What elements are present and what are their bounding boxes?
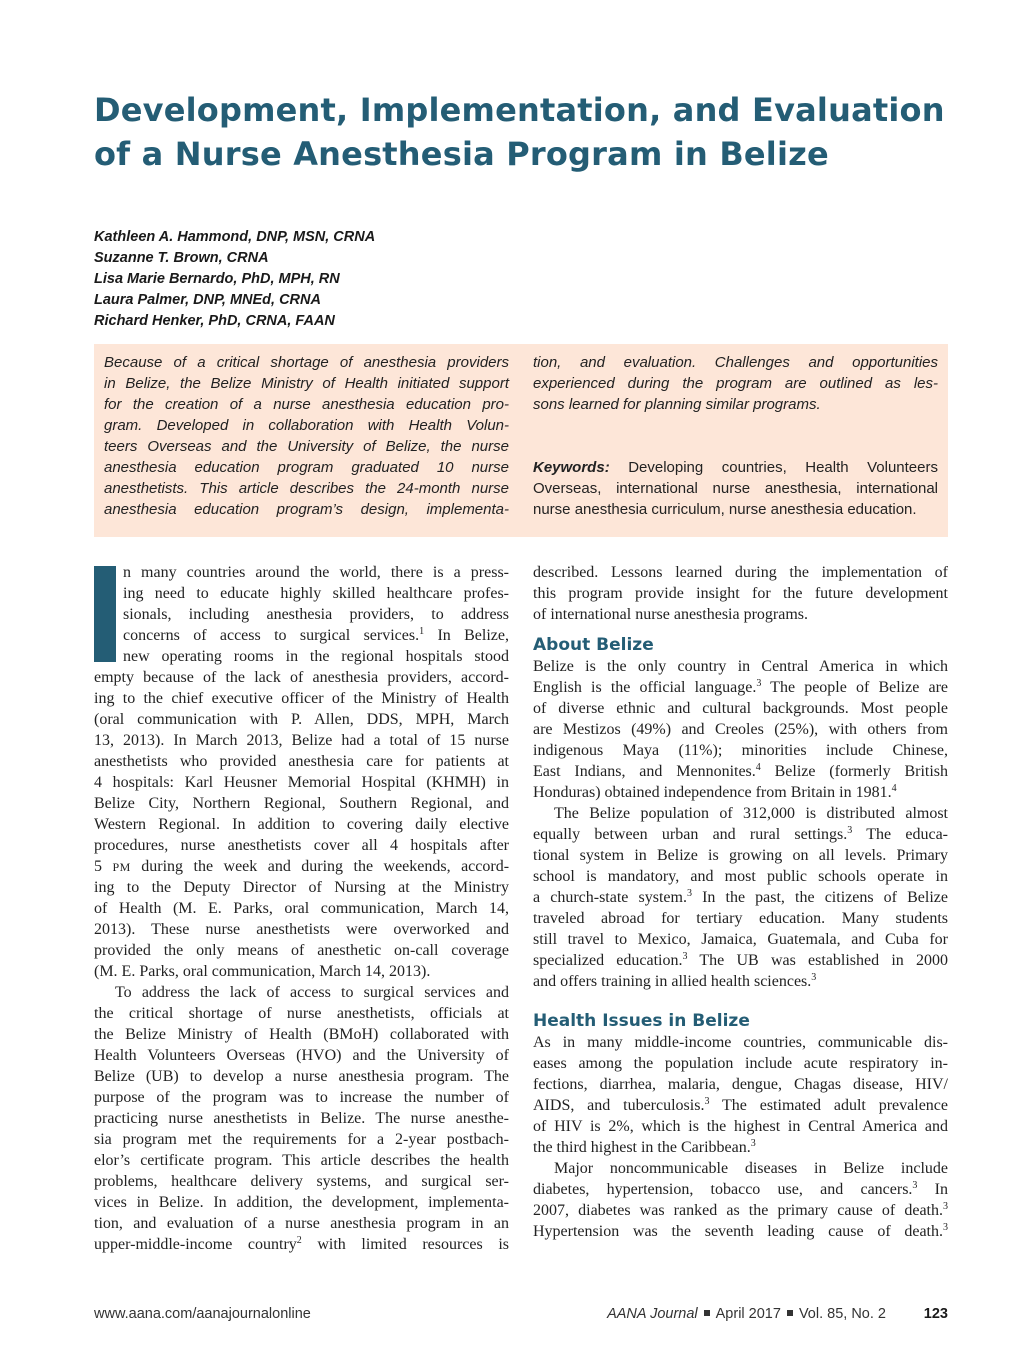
abstract-line: anesthesia education program’s design, implementa- (104, 501, 509, 518)
bullet-square-icon (787, 1310, 793, 1316)
body-line: fections, diarrhea, malaria, dengue, Chagas disease, HIV/ (533, 1076, 948, 1093)
body-line: problems, healthcare delivery systems, and surgical ser- (94, 1173, 509, 1190)
body-line (94, 625, 509, 646)
body-text: and offers training in allied health sciences. (533, 973, 812, 990)
abstract-line: Because of a critical shortage of anesthesia providers (104, 354, 509, 371)
body-line (94, 1234, 509, 1255)
body-line: this program provide insight for the future development (533, 585, 948, 602)
abstract-right-column (533, 352, 938, 415)
body-line: procedures, nurse anesthetists cover all 4 hospitals after (94, 837, 509, 854)
body-line: provided the only means of anesthetic on-call coverage (94, 942, 509, 959)
body-text: In Belize, (424, 627, 509, 644)
body-line: ing to the Deputy Director of Nursing at the Ministry (94, 879, 509, 896)
body-line: described. Lessons learned during the implementation of (533, 564, 948, 581)
body-line: of Health (M. E. Parks, oral communication, March 14, (94, 900, 509, 917)
body-text: Honduras) obtained independence from Britain in 1981. (533, 784, 892, 801)
citation: 4 (891, 783, 897, 794)
body-line: 2013). These nurse anesthetists were overworked and (94, 921, 509, 938)
body-line: of international nurse anesthesia programs. (533, 606, 809, 623)
keywords-line: Overseas, international nurse anesthesia, international (533, 480, 938, 497)
author-list (94, 227, 375, 332)
body-text: Belize (formerly British (760, 763, 948, 780)
body-line: n many countries around the world, there is a press- (123, 564, 509, 581)
body-text: 2007, diabetes was ranked as the primary cause of death. (533, 1202, 943, 1219)
body-line: new operating rooms in the regional hospitals stood (123, 648, 509, 665)
body-line: are Mestizos (49%) and Creoles (25%), with others from (533, 721, 948, 738)
body-line: empty because of the lack of anesthesia providers, accord- (94, 669, 509, 686)
body-line: elor’s certificate program. This article describes the health (94, 1152, 509, 1169)
body-line (533, 1221, 948, 1242)
body-line: To address the lack of access to surgical services and (115, 984, 509, 1001)
citation: 3 (943, 1201, 948, 1212)
body-line: The Belize population of 312,000 is distributed almost (554, 805, 948, 822)
body-text: The UB was established in 2000 (687, 952, 949, 969)
body-line: (M. E. Parks, oral communication, March 14, 2013). (94, 963, 431, 980)
body-text: In the past, the citizens of Belize (691, 889, 948, 906)
body-line: tion, and evaluation of a nurse anesthesia program in an (94, 1215, 509, 1232)
body-line: Western Regional. In addition to covering daily elective (94, 816, 509, 833)
body-line: 4 hospitals: Karl Heusner Memorial Hospital (KHMH) in (94, 774, 509, 791)
author: Lisa Marie Bernardo, PhD, MPH, RN (94, 271, 340, 287)
body-right-column (533, 562, 948, 1242)
body-text: equally between urban and rural settings. (533, 826, 848, 843)
keywords-line: nurse anesthesia curriculum, nurse anesthesia education. (533, 501, 917, 518)
body-text: The people of Belize are (761, 679, 948, 696)
abstract-left-column (104, 352, 509, 520)
body-line: ing to the chief executive officer of the Ministry of Health (94, 690, 509, 707)
body-text: specialized education. (533, 952, 683, 969)
body-line (533, 971, 948, 992)
abstract-line: anesthetists. This article describes the 24-month nurse (104, 480, 509, 497)
title-line-2: of a Nurse Anesthesia Program in Belize (94, 135, 829, 173)
abstract-line: teers Overseas and the University of Belize, the nurse (104, 438, 509, 455)
journal-info (607, 1306, 886, 1322)
body-line (533, 1095, 948, 1116)
body-left-column (94, 562, 509, 1255)
body-line: (oral communication with P. Allen, DDS, MPH, March (94, 711, 509, 728)
body-line: sia program met the requirements for a 2-year postbach- (94, 1131, 509, 1148)
page-number: 123 (923, 1306, 948, 1322)
citation: 4 (755, 762, 761, 773)
body-line: vices in Belize. In addition, the development, implementa- (94, 1194, 509, 1211)
abstract-line: gram. Developed in collaboration with Health Volun- (104, 417, 509, 434)
abstract-box (94, 344, 948, 537)
author: Richard Henker, PhD, CRNA, FAAN (94, 313, 335, 329)
keywords-block (533, 457, 938, 520)
body-text: English is the official language. (533, 679, 757, 696)
section-heading-health-issues: Health Issues in Belize (533, 1011, 750, 1031)
citation: 3 (704, 1096, 710, 1107)
citation: 3 (943, 1222, 948, 1233)
title-line-1: Development, Implementation, and Evaluation (94, 91, 945, 129)
body-line: the Belize Ministry of Health (BMoH) collaborated with (94, 1026, 509, 1043)
body-text: East Indians, and Mennonites. (533, 763, 756, 780)
body-line: Belize is the only country in Central America in which (533, 658, 948, 675)
volume-info: Vol. 85, No. 2 (798, 1306, 886, 1322)
issue-date: April 2017 (715, 1306, 781, 1322)
citation: 3 (682, 951, 688, 962)
body-text: The estimated adult prevalence (709, 1097, 948, 1114)
citation: 3 (756, 678, 762, 689)
body-line (533, 761, 948, 782)
body-text: The educa- (852, 826, 948, 843)
citation: 2 (296, 1235, 302, 1246)
body-line: Belize (UB) to develop a nurse anesthesia program. The (94, 1068, 509, 1085)
author: Suzanne T. Brown, CRNA (94, 250, 269, 266)
body-line (533, 887, 948, 908)
body-line (94, 856, 509, 877)
body-line (533, 1200, 948, 1221)
body-line (533, 677, 948, 698)
body-line: Health Volunteers Overseas (HVO) and the University of (94, 1047, 509, 1064)
body-line: purpose of the program was to increase the number of (94, 1089, 509, 1106)
body-line: tional system in Belize is growing on all levels. Primary (533, 847, 948, 864)
abstract-line: tion, and evaluation. Challenges and opportunities (533, 354, 938, 371)
article-title (94, 88, 974, 176)
section-heading-about-belize: About Belize (533, 635, 654, 655)
citation: 3 (912, 1180, 918, 1191)
page-footer (94, 1306, 948, 1326)
body-line (533, 1137, 948, 1158)
body-line: anesthetists who provided anesthesia care for patients at (94, 753, 509, 770)
body-text: Hypertension was the seventh leading cause of death. (533, 1223, 943, 1240)
body-line: As in many middle-income countries, communicable dis- (533, 1034, 948, 1051)
author: Kathleen A. Hammond, DNP, MSN, CRNA (94, 229, 376, 245)
body-text: during the week and during the weekends, accord- (141, 858, 510, 875)
time-pm: PM (112, 860, 131, 874)
citation: 3 (847, 825, 853, 836)
body-text: the third highest in the Caribbean. (533, 1139, 751, 1156)
body-text: AIDS, and tuberculosis. (533, 1097, 705, 1114)
body-line (533, 824, 948, 845)
abstract-line: in Belize, the Belize Ministry of Health initiated support (104, 375, 509, 392)
body-text: upper-middle-income country (94, 1236, 297, 1253)
body-line (533, 1179, 948, 1200)
body-text: diabetes, hypertension, tobacco use, and cancers. (533, 1181, 913, 1198)
journal-url-link[interactable]: www.aana.com/aanajournalonline (94, 1306, 311, 1322)
abstract-line: sons learned for planning similar programs. (533, 396, 821, 413)
body-text: with limited resources is (301, 1236, 509, 1253)
body-line: still travel to Mexico, Jamaica, Guatemala, and Cuba for (533, 931, 948, 948)
body-text: In (917, 1181, 948, 1198)
journal-name: AANA Journal (607, 1306, 698, 1322)
citation: 1 (419, 626, 425, 637)
body-line: of diverse ethnic and cultural backgrounds. Most people (533, 700, 948, 717)
body-text: 5 (94, 858, 113, 875)
body-line: Belize City, Northern Regional, Southern Regional, and (94, 795, 509, 812)
body-text: a church-state system. (533, 889, 687, 906)
body-line: eases among the population include acute respiratory in- (533, 1055, 948, 1072)
keywords-line: Developing countries, Health Volunteers (628, 459, 938, 476)
abstract-line: experienced during the program are outlined as les- (533, 375, 938, 392)
body-text: concerns of access to surgical services. (123, 627, 420, 644)
keywords-label: Keywords: (533, 459, 610, 476)
body-line: sionals, including anesthesia providers, to address (123, 606, 509, 623)
body-line: school is mandatory, and most public schools operate in (533, 868, 948, 885)
bullet-square-icon (704, 1310, 710, 1316)
body-line: ing need to educate highly skilled healthcare profes- (123, 585, 509, 602)
author: Laura Palmer, DNP, MNEd, CRNA (94, 292, 321, 308)
body-line: the critical shortage of nurse anesthetists, officials at (94, 1005, 509, 1022)
body-line (533, 782, 948, 803)
body-line: 13, 2013). In March 2013, Belize had a total of 15 nurse (94, 732, 509, 749)
body-line (533, 950, 948, 971)
drop-cap (94, 566, 116, 662)
body-line: traveled abroad for tertiary education. Many students (533, 910, 948, 927)
citation: 3 (750, 1138, 756, 1149)
abstract-line: for the creation of a nurse anesthesia education pro- (104, 396, 509, 413)
body-line: practicing nurse anesthetists in Belize. The nurse anesthe- (94, 1110, 509, 1127)
abstract-line: anesthesia education program graduated 10 nurse (104, 459, 509, 476)
citation: 3 (686, 888, 692, 899)
citation: 3 (811, 972, 817, 983)
body-line: Major noncommunicable diseases in Belize include (554, 1160, 948, 1177)
body-line: of HIV is 2%, which is the highest in Central America and (533, 1118, 948, 1135)
body-line: indigenous Maya (11%); minorities include Chinese, (533, 742, 948, 759)
